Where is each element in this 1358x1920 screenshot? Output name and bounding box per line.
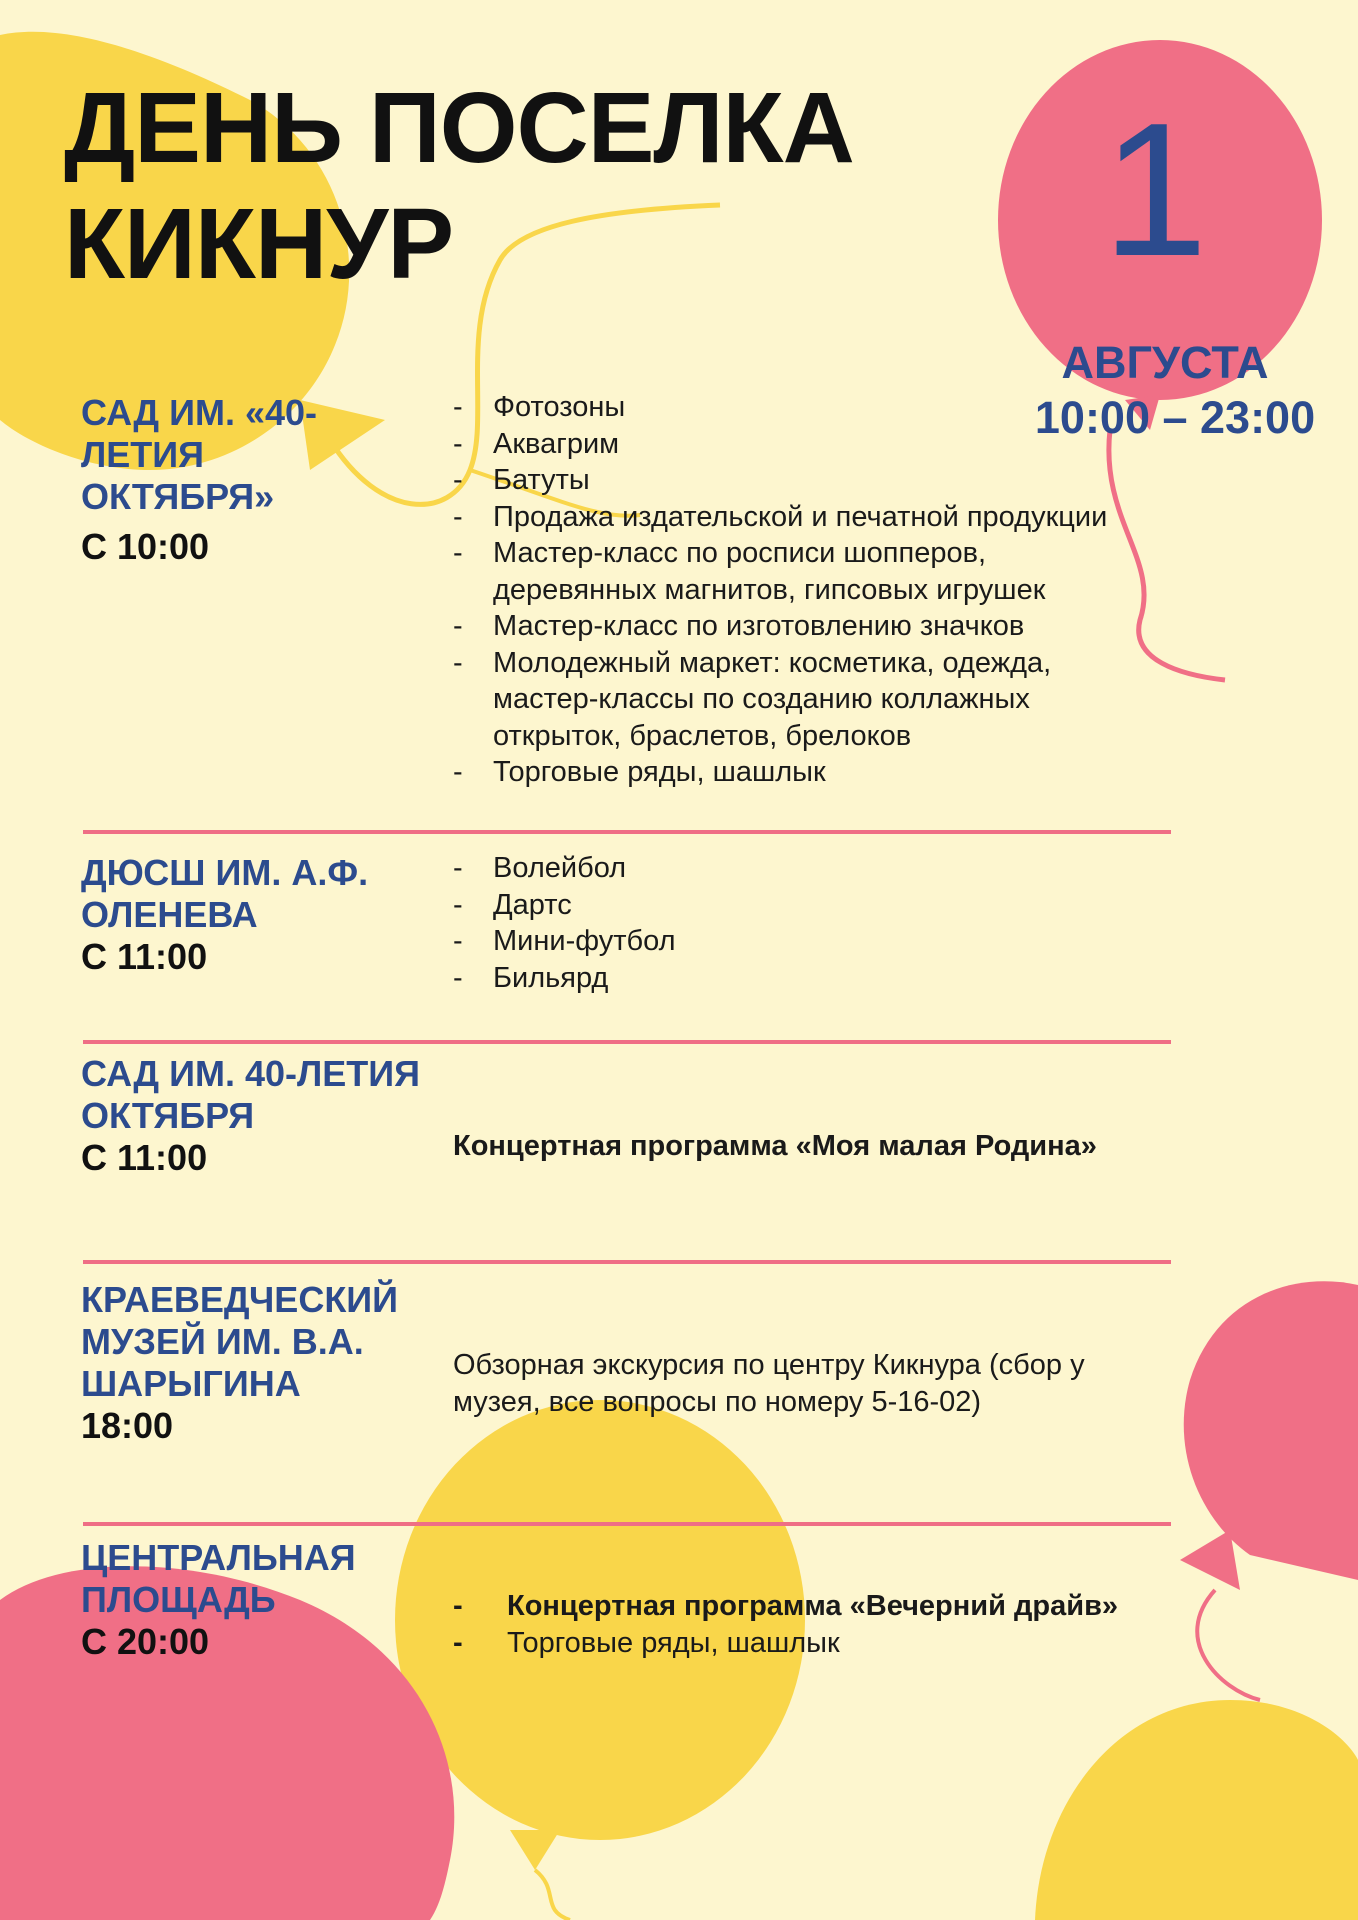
title-line-2: КИКНУР [64,188,454,300]
date-time-range: 10:00 – 23:00 [1034,392,1316,443]
venue-name: САД ИМ. «40-ЛЕТИЯ ОКТЯБРЯ» [81,392,318,517]
venue-time: С 11:00 [81,936,208,977]
event-4-description: Обзорная экскурсия по центру Кикнура (сбор у музея, все вопросы по номеру 5-16-02) [453,1349,1085,1418]
venue-time: С 10:00 [81,526,210,567]
list-item: - Торговые ряды, шашлык [453,754,1253,791]
list-item: - Концертная программа «Вечерний драйв» [453,1588,1253,1625]
list-item: - Волейбол [453,850,1053,887]
list-item: - Фотозоны [453,389,1253,426]
poster-title [64,70,854,302]
list-item: - Мини-футбол [453,923,1053,960]
event-1-activities [453,389,1253,791]
event-2-activities [453,850,1053,996]
list-item: - Продажа издательской и печатной продукции [453,499,1253,536]
event-3-description: Концертная программа «Моя малая Родина» [453,1130,1097,1162]
venue-name: ДЮСШ ИМ. А.Ф. ОЛЕНЕВА [81,852,369,935]
section-divider [83,1040,1171,1044]
venue-name: КРАЕВЕДЧЕСКИЙ МУЗЕЙ ИМ. В.А. ШАРЫГИНА [81,1279,399,1404]
venue-name: САД ИМ. 40-ЛЕТИЯ ОКТЯБРЯ [81,1053,420,1136]
section-divider [83,1522,1171,1526]
event-5-activities [453,1588,1253,1661]
list-item: - Мастер-класс по изготовлению значков [453,608,1253,645]
venue-time: С 20:00 [81,1621,210,1662]
venue-time: 18:00 [81,1405,174,1446]
list-item: - Молодежный маркет: косметика, одежда, мастер-классы по созданию коллажных открыток, браслетов, брелоков [453,645,1133,755]
list-item: - Дартс [453,887,1053,924]
event-2-venue [81,852,401,978]
venue-name: ЦЕНТРАЛЬНАЯ ПЛОЩАДЬ [81,1537,356,1620]
title-line-1: ДЕНЬ ПОСЕЛКА [64,72,854,184]
list-item: - Батуты [453,462,1253,499]
list-item: - Торговые ряды, шашлык [453,1625,1253,1662]
date-day: 1 [1102,84,1208,296]
date-month: АВГУСТА [1061,337,1269,388]
list-item: - Бильярд [453,960,1053,997]
list-item: - Мастер-класс по росписи шопперов, деревянных магнитов, гипсовых игрушек [453,535,1113,608]
section-divider [83,1260,1171,1264]
section-divider [83,830,1171,834]
venue-time: С 11:00 [81,1137,208,1178]
event-3-venue [81,1053,461,1179]
event-4-venue [81,1279,431,1447]
event-1-venue [81,392,381,568]
event-5-venue [81,1537,401,1663]
list-item: - Аквагрим [453,426,1253,463]
